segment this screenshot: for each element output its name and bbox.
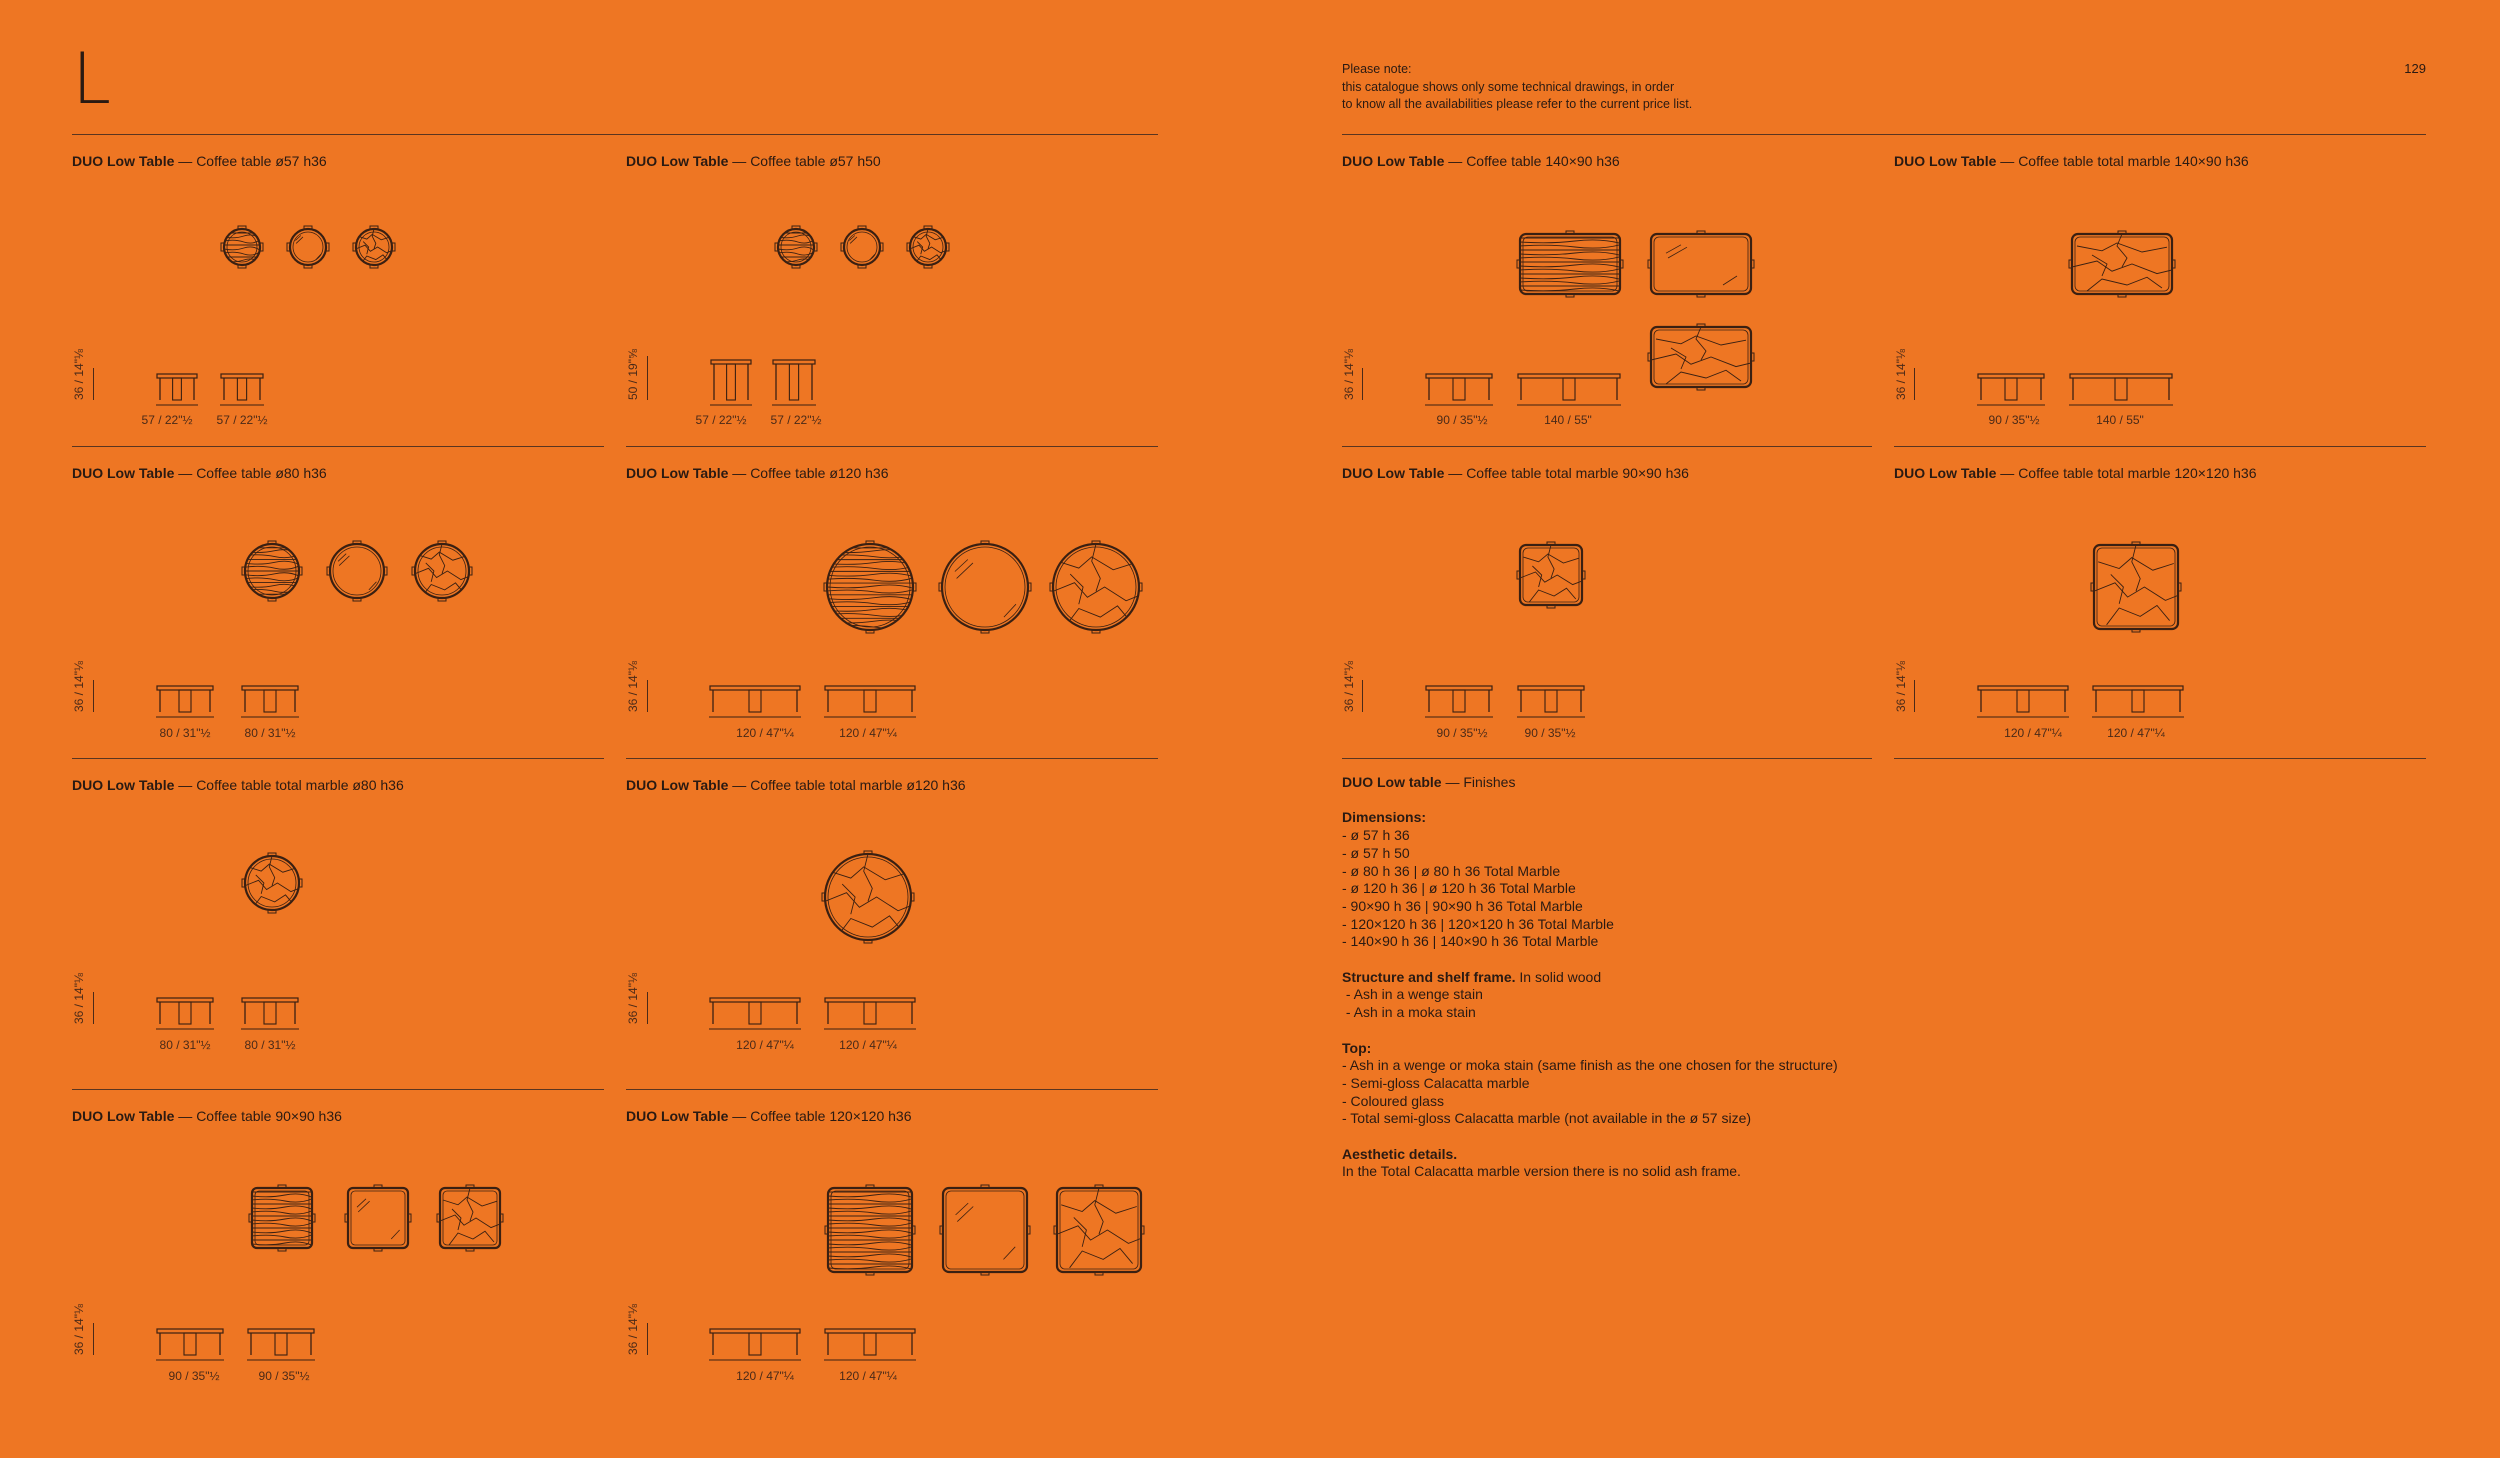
aesthetic-text: In the Total Calacatta marble version there is no solid ash frame. [1342, 1163, 1741, 1180]
width-dimension: 120 / 47"¼ [736, 726, 794, 740]
list-item: - ø 80 h 36 | ø 80 h 36 Total Marble [1342, 862, 1561, 879]
list-item: - ø 57 h 36 [1342, 827, 1410, 844]
round-top-marble-icon [242, 853, 302, 913]
width-dimension: 80 / 31"½ [244, 1038, 296, 1052]
list-item: - Ash in a wenge or moka stain (same finish as the one chosen for the structure) [1342, 1057, 1838, 1074]
product-title: DUO Low Table — Coffee table total marble 120×120 h36 [1894, 465, 2257, 481]
rect-top-glass-icon [345, 1185, 411, 1251]
note-line: to know all the availabilities please refer to the current price list. [1342, 97, 1693, 111]
elevation-front [156, 1329, 224, 1360]
round-top-wood-icon [775, 226, 817, 268]
rect-top-marble-icon [1054, 1185, 1144, 1275]
elevation-front [1977, 686, 2069, 717]
rect-top-marble-icon [437, 1185, 503, 1251]
elevation-front [710, 360, 752, 405]
elevation-side [2092, 686, 2184, 717]
round-top-glass-icon [287, 226, 329, 268]
width-dimension: 90 / 35"½ [1988, 413, 2040, 427]
round-top-marble-icon [822, 851, 914, 943]
height-dimension: 36 / 14"⅛ [72, 349, 86, 400]
product-title: DUO Low Table — Coffee table total marble 140×90 h36 [1894, 153, 2249, 169]
rect-top-wood-icon [1517, 231, 1623, 297]
rect-top-marble-icon [1648, 324, 1754, 390]
page-number: 129 [2404, 61, 2426, 76]
list-item: - Semi-gloss Calacatta marble [1342, 1074, 1530, 1091]
width-dimension: 90 / 35"½ [258, 1369, 310, 1383]
rect-top-marble-icon [2069, 231, 2175, 297]
height-dimension: 36 / 14"⅛ [1342, 661, 1356, 712]
elevation-front [709, 1329, 801, 1360]
round-top-marble-icon [1050, 541, 1142, 633]
note-line: Please note: [1342, 62, 1412, 76]
height-dimension: 36 / 14"⅛ [72, 661, 86, 712]
rect-top-wood-icon [825, 1185, 915, 1275]
elevation-side [1517, 686, 1585, 717]
height-dimension: 36 / 14"⅛ [626, 661, 640, 712]
round-top-glass-icon [841, 226, 883, 268]
elevation-front [709, 686, 801, 717]
width-dimension: 57 / 22"½ [695, 413, 747, 427]
round-top-wood-icon [242, 541, 302, 601]
width-dimension: 120 / 47"¼ [839, 1038, 897, 1052]
width-dimension: 80 / 31"½ [159, 1038, 211, 1052]
width-dimension: 120 / 47"¼ [2004, 726, 2062, 740]
elevation-front [1977, 374, 2045, 405]
rect-top-wood-icon [249, 1185, 315, 1251]
width-dimension: 80 / 31"½ [159, 726, 211, 740]
list-item: - 90×90 h 36 | 90×90 h 36 Total Marble [1342, 897, 1583, 914]
elevation-side [824, 998, 916, 1029]
width-dimension: 120 / 47"¼ [839, 726, 897, 740]
finishes-title: DUO Low table — Finishes [1342, 774, 1516, 790]
width-dimension: 90 / 35"½ [1436, 413, 1488, 427]
width-dimension: 120 / 47"¼ [736, 1369, 794, 1383]
product-title: DUO Low Table — Coffee table total marble ø120 h36 [626, 777, 966, 793]
width-dimension: 57 / 22"½ [141, 413, 193, 427]
list-item: - Ash in a wenge stain [1342, 986, 1483, 1003]
dimensions-heading: Dimensions: [1342, 809, 1427, 826]
elevation-side [824, 686, 916, 717]
top-heading: Top: [1342, 1039, 1372, 1056]
elevation-side [1517, 374, 1621, 405]
elevation-side [247, 1329, 315, 1360]
round-top-wood-icon [221, 226, 263, 268]
list-item: - Total semi-gloss Calacatta marble (not available in the ø 57 size) [1342, 1110, 1752, 1127]
width-dimension: 140 / 55" [2096, 413, 2144, 427]
width-dimension: 90 / 35"½ [1524, 726, 1576, 740]
width-dimension: 120 / 47"¼ [2107, 726, 2165, 740]
height-dimension: 36 / 14"⅛ [1894, 661, 1908, 712]
elevation-side [241, 998, 299, 1029]
product-title: DUO Low Table — Coffee table ø120 h36 [626, 465, 889, 481]
elevation-side [824, 1329, 916, 1360]
product-title: DUO Low Table — Coffee table 90×90 h36 [72, 1108, 342, 1124]
height-dimension: 36 / 14"⅛ [1894, 349, 1908, 400]
elevation-front [156, 686, 214, 717]
list-item: - ø 57 h 50 [1342, 844, 1410, 861]
height-dimension: 36 / 14"⅛ [626, 1304, 640, 1355]
elevation-side [220, 374, 264, 405]
rect-top-marble-icon [2091, 542, 2181, 632]
product-title: DUO Low Table — Coffee table total marble ø80 h36 [72, 777, 404, 793]
elevation-side [241, 686, 299, 717]
round-top-marble-icon [353, 226, 395, 268]
width-dimension: 140 / 55" [1544, 413, 1592, 427]
width-dimension: 57 / 22"½ [216, 413, 268, 427]
width-dimension: 80 / 31"½ [244, 726, 296, 740]
note-line: this catalogue shows only some technical drawings, in order [1342, 79, 1675, 94]
height-dimension: 50 / 19"⅝ [626, 349, 640, 400]
elevation-front [709, 998, 801, 1029]
rect-top-glass-icon [1648, 231, 1754, 297]
product-title: DUO Low Table — Coffee table ø80 h36 [72, 465, 327, 481]
list-item: - Ash in a moka stain [1342, 1004, 1476, 1021]
round-top-wood-icon [824, 541, 916, 633]
elevation-front [156, 374, 198, 405]
height-dimension: 36 / 14"⅛ [72, 973, 86, 1024]
elevation-side [772, 360, 816, 405]
height-dimension: 36 / 14"⅛ [626, 973, 640, 1024]
product-title: DUO Low Table — Coffee table total marble 90×90 h36 [1342, 465, 1689, 481]
round-top-glass-icon [327, 541, 387, 601]
width-dimension: 120 / 47"¼ [839, 1369, 897, 1383]
product-title: DUO Low Table — Coffee table 140×90 h36 [1342, 153, 1620, 169]
round-top-marble-icon [907, 226, 949, 268]
list-item: - 140×90 h 36 | 140×90 h 36 Total Marble [1342, 933, 1599, 950]
width-dimension: 90 / 35"½ [168, 1369, 220, 1383]
product-title: DUO Low Table — Coffee table ø57 h50 [626, 153, 881, 169]
width-dimension: 120 / 47"¼ [736, 1038, 794, 1052]
round-top-glass-icon [939, 541, 1031, 633]
product-title: DUO Low Table — Coffee table ø57 h36 [72, 153, 327, 169]
round-top-marble-icon [412, 541, 472, 601]
width-dimension: 90 / 35"½ [1436, 726, 1488, 740]
section-letter: L [72, 38, 111, 120]
height-dimension: 36 / 14"⅛ [1342, 349, 1356, 400]
aesthetic-heading: Aesthetic details. [1342, 1145, 1458, 1162]
elevation-front [1425, 374, 1493, 405]
height-dimension: 36 / 14"⅛ [72, 1304, 86, 1355]
list-item: - Coloured glass [1342, 1092, 1444, 1109]
list-item: - ø 120 h 36 | ø 120 h 36 Total Marble [1342, 880, 1576, 897]
elevation-front [156, 998, 214, 1029]
rect-top-marble-icon [1517, 542, 1585, 608]
elevation-front [1425, 686, 1493, 717]
list-item: - 120×120 h 36 | 120×120 h 36 Total Marble [1342, 915, 1614, 932]
structure-heading: Structure and shelf frame. In solid wood [1342, 968, 1602, 985]
product-title: DUO Low Table — Coffee table 120×120 h36 [626, 1108, 912, 1124]
rect-top-glass-icon [940, 1185, 1030, 1275]
elevation-side [2069, 374, 2173, 405]
width-dimension: 57 / 22"½ [770, 413, 822, 427]
